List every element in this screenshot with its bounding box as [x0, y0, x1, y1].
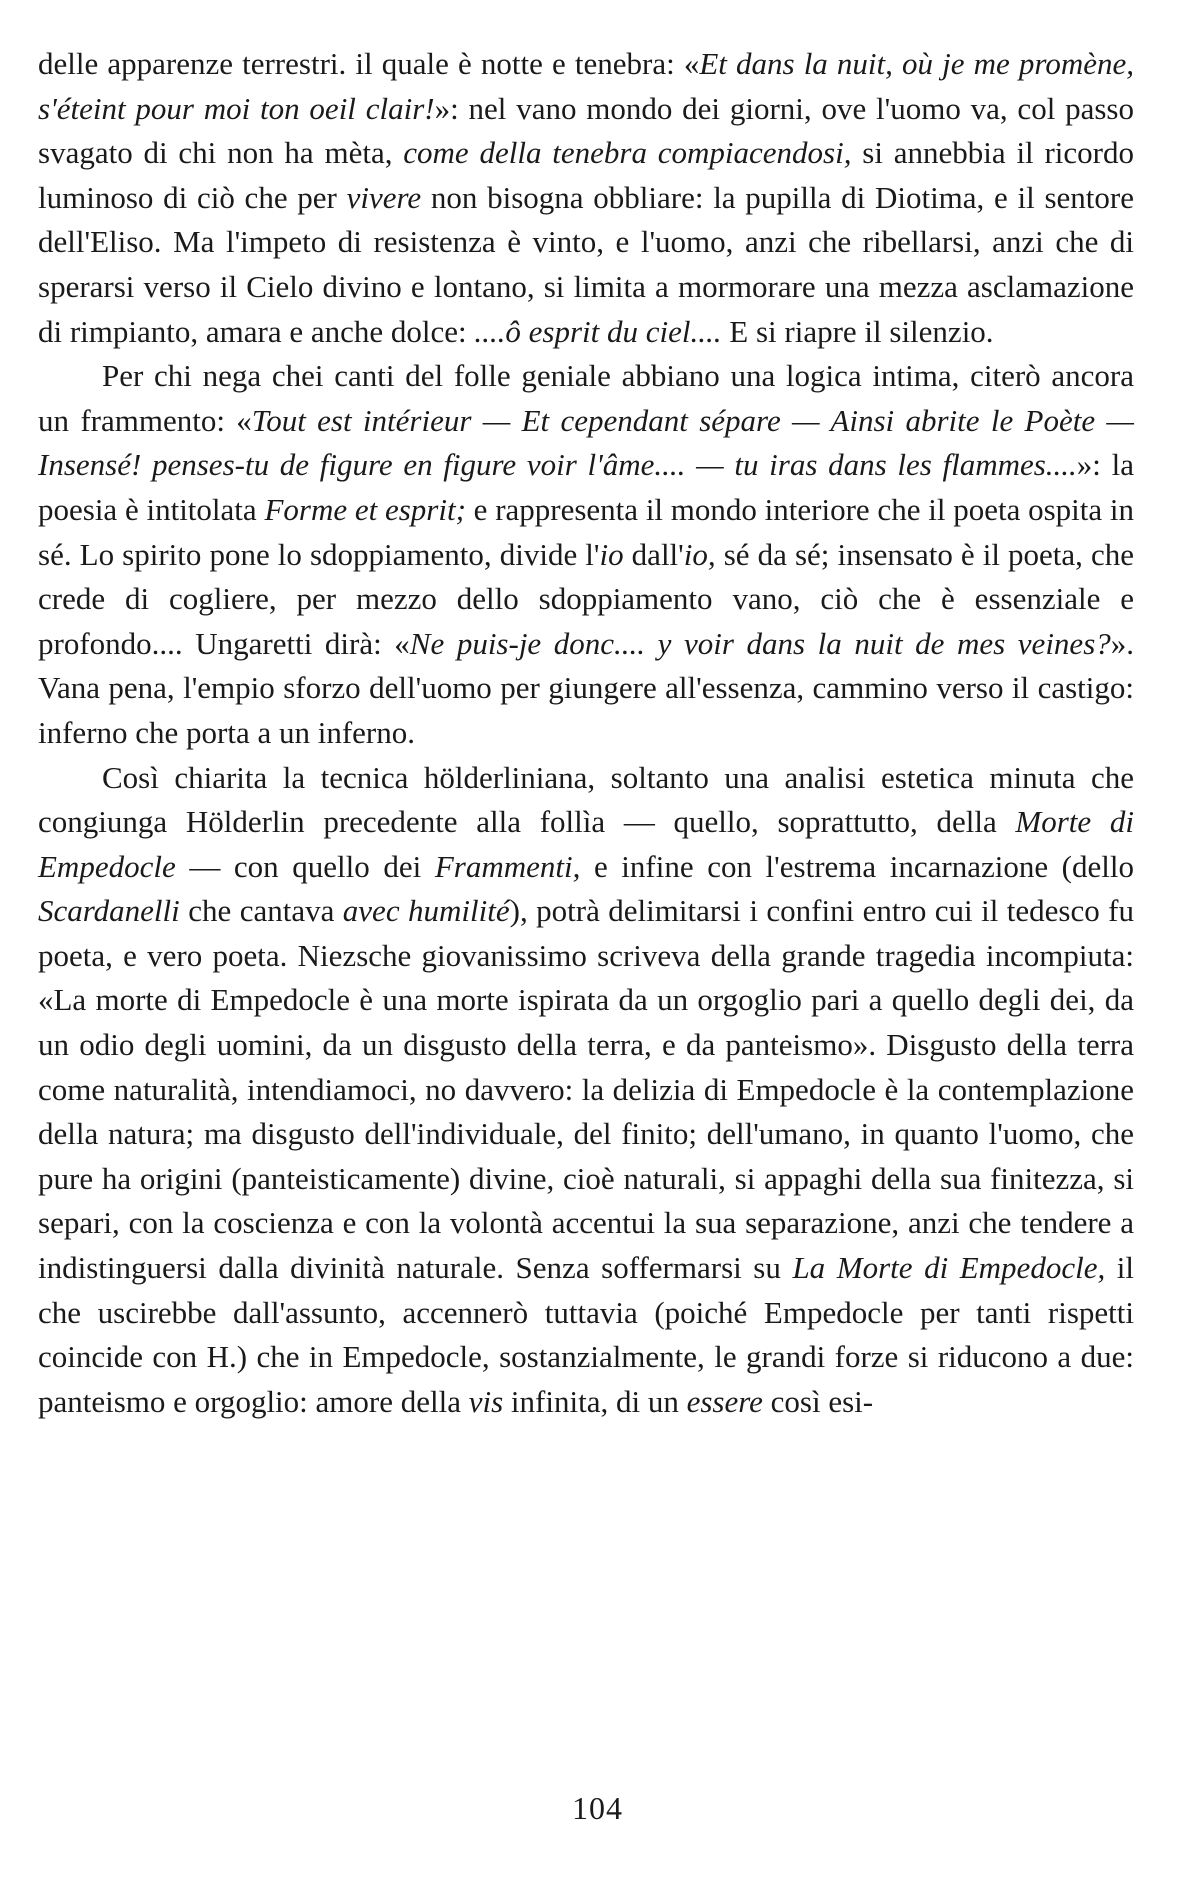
italic-text-run: Frammenti, — [434, 848, 581, 884]
italic-text-run: essere — [686, 1383, 763, 1419]
italic-text-run: La Morte di Empedocle, — [792, 1250, 1106, 1286]
text-run: Così chiarita la tecnica hölderliniana, soltanto una analisi estetica minuta che congiunga Hölderlin precedente alla follìa — quello, soprattutto, della — [38, 759, 1134, 840]
paragraph-2 — [38, 354, 1134, 755]
text-run: infinita, di un — [503, 1383, 687, 1419]
text-run: »: nel vano mondo dei giorni, ove l'uomo va, col passo svagato di chi non ha mèta, — [38, 90, 1134, 171]
text-run: e rappresenta il mondo interiore che il poeta ospita in sé. Lo spirito pone lo sdoppiamento, divide l' — [38, 491, 1135, 572]
text-run: e infine con l'estrema incarnazione (dello — [580, 848, 1134, 884]
italic-text-run: io — [599, 536, 624, 572]
text-run: il che uscirebbe dall'assunto, accennerò tuttavia (poiché Empedocle per tanti rispetti coincide con H.) che in Empedocle, sostanzialmente, le grandi forze si riducono a due: panteismo e orgoglio: amore della — [38, 1250, 1134, 1419]
italic-text-run: Forme et esprit; — [264, 491, 466, 527]
paragraph-1 — [38, 42, 1134, 354]
text-run: E si riapre il silenzio. — [721, 313, 994, 349]
italic-text-run: come della tenebra compiacendosi, — [403, 135, 852, 171]
text-run: così esi- — [762, 1383, 874, 1419]
italic-text-run: Scardanelli — [38, 893, 180, 929]
page-body — [38, 42, 1134, 1424]
italic-text-run: Tout est intérieur — Et cependant sépare — Ainsi abrite le Poète — Insensé! penses-tu de figure en figure voir l'âme.... — tu iras dans les flammes.... — [38, 402, 1134, 483]
text-run: dall' — [623, 536, 684, 572]
text-run: sé da sé; insensato è il poeta, che crede di cogliere, per mezzo dello sdoppiamento vano, ciò che è essenziale e profondo.... Ungaretti dirà: « — [38, 536, 1135, 661]
italic-text-run: Et dans la nuit, où je me promène, s'éteint pour moi ton oeil clair! — [38, 46, 1134, 126]
text-run: che cantava — [179, 893, 343, 929]
italic-text-run: ....ô esprit du ciel.... — [474, 313, 722, 349]
paragraph-3 — [38, 756, 1134, 1425]
text-run: non bisogna obbliare: la pupilla di Diotima, e il sentore dell'Eliso. Ma l'impeto di resistenza è vinto, e l'uomo, anzi che ribellarsi, anzi che di sperarsi verso il Cielo divino e lontano, si limita a mormorare una mezza asclamazione di rimpianto, amara e anche dolce: — [38, 179, 1134, 349]
text-run: si annebbia il ricordo luminoso di ciò che per — [38, 135, 1134, 215]
text-run: ». Vana pena, l'empio sforzo dell'uomo per giungere all'essenza, cammino verso il castigo: inferno che porta a un inferno. — [38, 625, 1135, 750]
italic-text-run: io, — [683, 536, 716, 572]
italic-text-run: Morte di Empedocle — [38, 804, 1134, 884]
page-number: 104 — [572, 1790, 623, 1826]
text-run: — con quello dei — [175, 848, 435, 884]
italic-text-run: avec humilité — [342, 893, 510, 929]
text-run: ), potrà delimitarsi i confini entro cui il tedesco fu poeta, e vero poeta. Niezsche giovanissimo scriveva della grande tragedia incompiuta: «La morte di Empedocle è una morte ispirata da un orgoglio pari a quello degli dei, da un odio degli uomini, da un disgusto della terra, e da panteismo». Disgusto della terra come naturalità, intendiamoci, no davvero: la delizia di Empedocle è la contemplazione della natura; ma disgusto dell'individuale, del finito; dell'umano, in quanto l'uomo, che pure ha origini (panteisticamente) divine, cioè naturali, si appaghi della sua finitezza, si separi, con la coscienza e con la volontà accentui la sua separazione, anzi che tendere a indistinguersi dalla divinità naturale. Senza soffermarsi su — [38, 893, 1134, 1286]
text-run: delle apparenze terrestri. il quale è notte e tenebra: « — [38, 46, 700, 81]
text-run: Per chi nega chei canti del folle geniale abbiano una logica intima, citerò ancora un frammento: « — [38, 358, 1134, 438]
italic-text-run: vis — [468, 1383, 504, 1419]
text-run: »: la poesia è intitolata — [38, 447, 1134, 527]
italic-text-run: vivere — [346, 179, 422, 215]
italic-text-run: Ne puis-je donc.... y voir dans la nuit de mes veines? — [409, 625, 1111, 661]
